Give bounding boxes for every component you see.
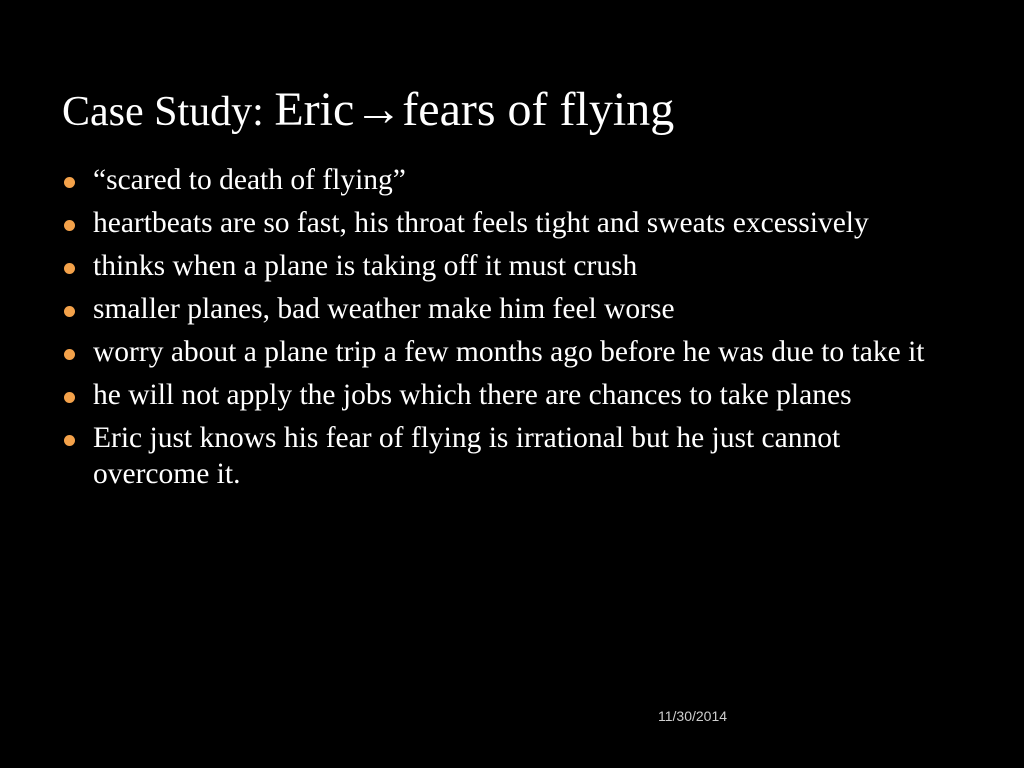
bullet-item [62,248,962,284]
bullet-text: Eric just knows his fear of flying is irrational but he just cannot overcome it. [93,422,841,490]
bullet-item [62,377,962,413]
slide-title-main: Eric→fears of flying [274,83,675,136]
bullet-list [62,162,962,499]
bullet-text: smaller planes, bad weather make him feel worse [93,293,675,325]
bullet-point-icon [64,349,75,360]
bullet-point-icon [64,263,75,274]
bullet-item [62,205,962,241]
bullet-point-icon [64,220,75,231]
bullet-point-icon [64,177,75,188]
bullet-item [62,420,962,492]
bullet-text: he will not apply the jobs which there are chances to take planes [93,379,852,411]
bullet-item [62,334,962,370]
bullet-item [62,291,962,327]
bullet-point-icon [64,306,75,317]
bullet-text: worry about a plane trip a few months ago before he was due to take it [93,336,925,368]
slide-title [62,83,982,136]
bullet-item [62,162,962,198]
bullet-point-icon [64,435,75,446]
bullet-text: “scared to death of flying” [93,164,406,196]
slide-title-prefix: Case Study: [62,89,275,135]
slide-date: 11/30/2014 [658,708,728,724]
bullet-text: heartbeats are so fast, his throat feels tight and sweats excessively [93,207,869,239]
bullet-text: thinks when a plane is taking off it must crush [93,250,638,282]
bullet-point-icon [64,392,75,403]
